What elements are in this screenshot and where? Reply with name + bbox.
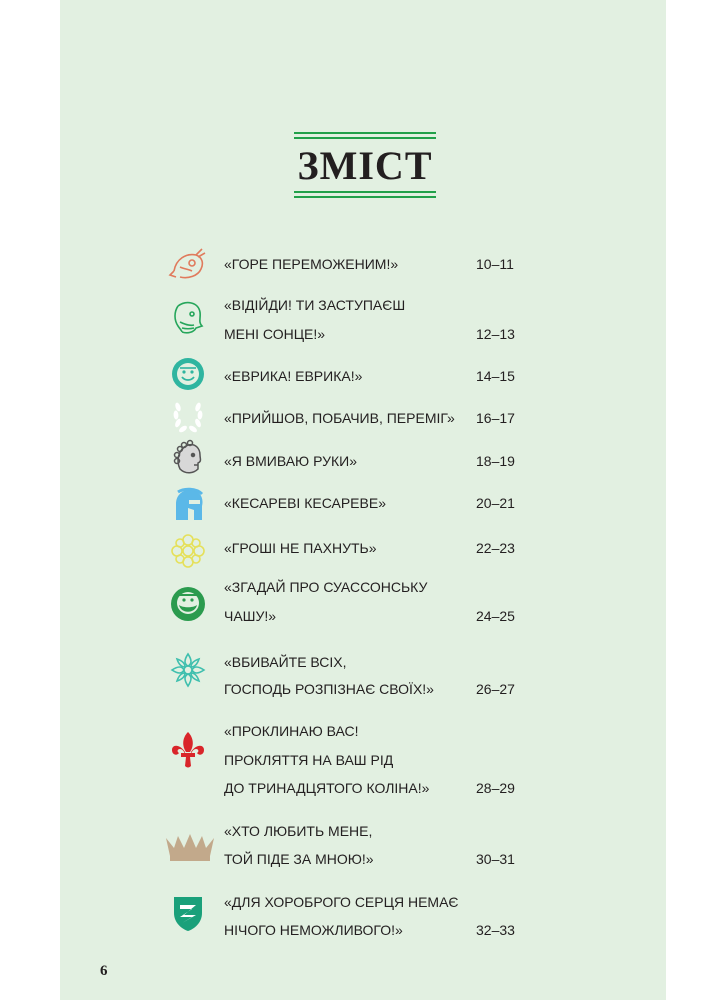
toc-entry-4-line-1: «Я ВМИВАЮ РУКИ»: [224, 453, 358, 469]
toc-entry-11-line-2: НІЧОГО НЕМОЖЛИВОГО!»: [224, 922, 403, 938]
toc-entry-1-line-2: МЕНІ СОНЦЕ!»: [224, 326, 326, 342]
title-rule-top-1: [294, 132, 436, 134]
toc-entry-8-line-1: «ВБИВАЙТЕ ВСІХ,: [224, 654, 347, 670]
bearded-face-icon: [168, 584, 208, 624]
toc-entry-10-line-1: «ХТО ЛЮБИТЬ МЕНЕ,: [224, 823, 373, 839]
toc-entry-8-line-2: ГОСПОДЬ РОЗПІЗНАЄ СВОЇХ!»: [224, 681, 434, 697]
toc-entry-1-line-1: «ВІДІЙДИ! ТИ ЗАСТУПАЄШ: [224, 297, 406, 313]
toc-entry-5-pages: 20–21: [476, 495, 515, 511]
page-title: ЗМІСТ: [297, 143, 433, 188]
laurel-wreath-icon: [168, 397, 208, 437]
toc-entry-3-line-1: «ПРИЙШОВ, ПОБАЧИВ, ПЕРЕМІГ»: [224, 410, 455, 426]
toc-entry-10-line-2: ТОЙ ПІДЕ ЗА МНОЮ!»: [224, 851, 374, 867]
title-rule-top-2: [294, 137, 436, 139]
page-number: 6: [100, 963, 108, 979]
page: [60, 0, 666, 1000]
toc-entry-3-pages: 16–17: [476, 410, 515, 426]
title-block: [294, 132, 436, 200]
toc-entry-1-pages: 12–13: [476, 326, 515, 342]
toc-entry-0-line-1: «ГОРЕ ПЕРЕМОЖЕНИМ!»: [224, 256, 399, 272]
toc-entry-9-line-2: ПРОКЛЯТТЯ НА ВАШ РІД: [224, 752, 394, 768]
toc-entry-9-line-3: ДО ТРИНАДЦЯТОГО КОЛІНА!»: [224, 780, 430, 796]
helmet-icon: [168, 486, 208, 526]
toc-entry-9-line-1: «ПРОКЛИНАЮ ВАС!: [224, 723, 359, 739]
toc-entry-6-line-1: «ГРОШІ НЕ ПАХНУТЬ»: [224, 540, 377, 556]
toc-entry-0-pages: 10–11: [476, 256, 514, 272]
toc-entry-2-line-1: «ЕВРИКА! ЕВРИКА!»: [224, 368, 363, 384]
toc-entry-7-line-2: ЧАШУ!»: [224, 608, 277, 624]
toc-entry-6-pages: 22–23: [476, 540, 515, 556]
rosette-icon: [168, 650, 208, 690]
toc-entry-8-pages: 26–27: [476, 681, 515, 697]
title-rule-bottom-2: [294, 196, 436, 198]
face-medallion-icon: [168, 354, 208, 394]
toc-entry-7-line-1: «ЗГАДАЙ ПРО СУАССОНСЬКУ: [224, 579, 428, 595]
ornament-icon: [168, 531, 208, 571]
fleur-de-lis-icon: [168, 730, 208, 770]
laureate-head-icon: [168, 439, 208, 479]
toc-entry-11-pages: 32–33: [476, 922, 515, 938]
shield-icon: [168, 893, 208, 933]
toc-entry-9-pages: 28–29: [476, 780, 515, 796]
toc-entry-4-pages: 18–19: [476, 453, 515, 469]
fish-face-icon: [168, 245, 208, 285]
crown-icon: [164, 826, 216, 866]
philosopher-head-icon: [168, 298, 208, 338]
toc-entry-5-line-1: «КЕСАРЕВІ КЕСАРЕВЕ»: [224, 495, 386, 511]
toc-entry-11-line-1: «ДЛЯ ХОРОБРОГО СЕРЦЯ НЕМАЄ: [224, 894, 459, 910]
toc-entry-2-pages: 14–15: [476, 368, 515, 384]
title-rule-bottom-1: [294, 191, 436, 193]
toc-entry-10-pages: 30–31: [476, 851, 515, 867]
toc-entry-7-pages: 24–25: [476, 608, 515, 624]
